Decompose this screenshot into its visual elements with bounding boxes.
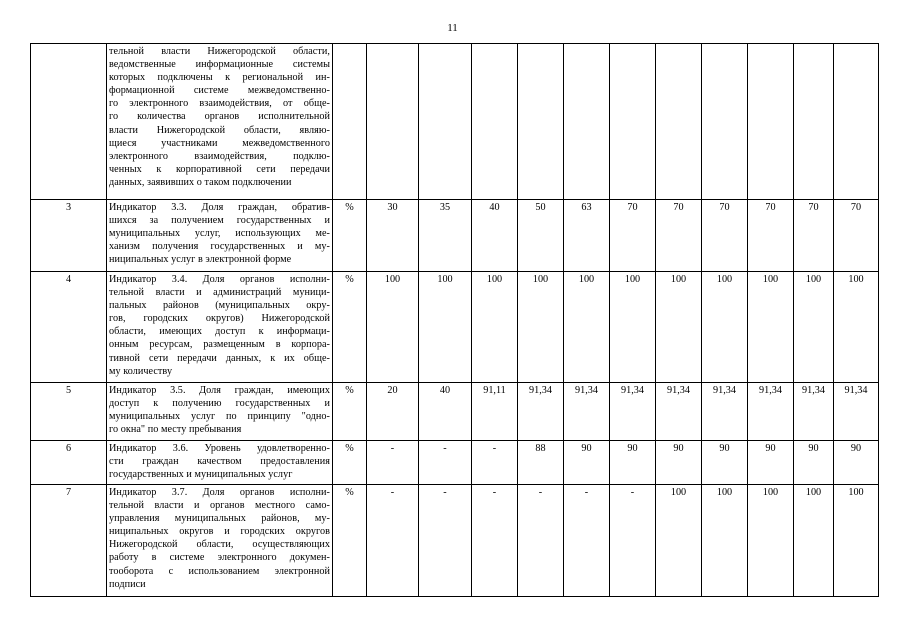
value-cell: 70: [834, 200, 879, 272]
value-cell: -: [518, 485, 564, 597]
value-cell: 100: [518, 272, 564, 383]
value-cell: 70: [748, 200, 794, 272]
description-line: доступ к получению государственных и: [109, 398, 330, 410]
description-line: го количества органов исполнительной: [109, 111, 330, 123]
value-cell: 100: [794, 485, 834, 597]
value-cell: 90: [656, 441, 702, 485]
value-cell: 90: [794, 441, 834, 485]
description-line: гов, городских округов) Нижегородской: [109, 313, 330, 325]
value-cell: [834, 44, 879, 200]
value-cell: [472, 44, 518, 200]
description-line: области, имеющих доступ к информаци-: [109, 326, 330, 338]
table-row: [31, 485, 879, 597]
value-cell: 100: [610, 272, 656, 383]
value-cell: 100: [794, 272, 834, 383]
value-cell: 70: [794, 200, 834, 272]
value-cell: -: [367, 441, 419, 485]
value-cell: 70: [702, 200, 748, 272]
table-row: [31, 200, 879, 272]
description-line: формационной системе межведомственно-: [109, 85, 330, 97]
indicator-description-cell: [107, 485, 333, 597]
value-cell: 100: [656, 485, 702, 597]
value-cell: 90: [748, 441, 794, 485]
value-cell: 100: [702, 485, 748, 597]
description-line: шихся за получением государственных и: [109, 215, 330, 227]
table-row: [31, 272, 879, 383]
value-cell: 91,11: [472, 383, 518, 441]
description-line: муниципальных услуг по принципу "одно-: [109, 411, 330, 423]
description-line: онным ресурсам, размещенным в корпора-: [109, 339, 330, 351]
table-row: [31, 44, 879, 200]
value-cell: [518, 44, 564, 200]
description-line: подписи: [109, 578, 146, 590]
value-cell: -: [472, 485, 518, 597]
value-cell: 91,34: [656, 383, 702, 441]
description-line: Нижегородской области, осуществляющих: [109, 539, 330, 551]
description-line: Индикатор 3.3. Доля граждан, обратив-: [109, 202, 330, 213]
value-cell: [794, 44, 834, 200]
value-cell: 100: [564, 272, 610, 383]
description-line: го окна" по месту пребывания: [109, 424, 242, 436]
description-line: муниципальных услуг, использующих ме-: [109, 228, 330, 240]
row-number-cell: 6: [31, 441, 107, 485]
value-cell: [419, 44, 472, 200]
value-cell: -: [610, 485, 656, 597]
description-line: ченных к корпоративной сети передачи: [109, 163, 330, 175]
value-cell: 90: [564, 441, 610, 485]
page-number: 11: [447, 22, 458, 34]
value-cell: 20: [367, 383, 419, 441]
description-line: ведомственные информационные системы: [109, 59, 330, 71]
row-number-cell: 7: [31, 485, 107, 597]
value-cell: 88: [518, 441, 564, 485]
value-cell: 100: [834, 485, 879, 597]
value-cell: [748, 44, 794, 200]
description-line: ниципальных округов и городских округов: [109, 526, 330, 538]
value-cell: 100: [419, 272, 472, 383]
unit-cell: %: [333, 200, 367, 272]
description-line: работу в системе электронного докумен-: [109, 552, 330, 564]
indicator-description-cell: [107, 200, 333, 272]
value-cell: 63: [564, 200, 610, 272]
value-cell: -: [419, 485, 472, 597]
value-cell: 100: [748, 485, 794, 597]
description-line: тивной сети передачи данных, к их обще-: [109, 352, 330, 364]
value-cell: 91,34: [564, 383, 610, 441]
value-cell: [367, 44, 419, 200]
value-cell: 91,34: [610, 383, 656, 441]
value-cell: -: [564, 485, 610, 597]
value-cell: [702, 44, 748, 200]
description-line: тельной власти Нижегородской области,: [109, 46, 330, 57]
description-line: сти граждан качеством предоставления: [109, 456, 330, 468]
value-cell: 100: [702, 272, 748, 383]
table-row: [31, 383, 879, 441]
description-line: ниципальных услуг в электронной форме: [109, 254, 292, 266]
value-cell: 91,34: [794, 383, 834, 441]
description-line: Индикатор 3.5. Доля граждан, имеющих: [109, 385, 330, 396]
description-line: тооборота с использованием электронной: [109, 565, 330, 577]
row-number-cell: 4: [31, 272, 107, 383]
row-number-cell: [31, 44, 107, 200]
description-line: му количеству: [109, 365, 173, 377]
value-cell: 40: [472, 200, 518, 272]
description-line: данных, заявивших о таком подключении: [109, 176, 292, 188]
value-cell: 91,34: [702, 383, 748, 441]
value-cell: 30: [367, 200, 419, 272]
indicators-table: [30, 43, 879, 597]
value-cell: [656, 44, 702, 200]
description-line: пальных районов (муниципальных окру-: [109, 300, 330, 312]
description-line: государственных и муниципальных услуг: [109, 469, 293, 481]
value-cell: 91,34: [518, 383, 564, 441]
description-line: Индикатор 3.4. Доля органов исполни-: [109, 274, 330, 285]
description-line: го электронного взаимодействия, от обще-: [109, 98, 330, 110]
value-cell: -: [367, 485, 419, 597]
description-line: ханизм получения государственных и му-: [109, 241, 330, 253]
value-cell: 100: [748, 272, 794, 383]
unit-cell: %: [333, 272, 367, 383]
value-cell: 50: [518, 200, 564, 272]
description-line: тельной власти и органов местного само-: [109, 500, 330, 512]
row-number-cell: 3: [31, 200, 107, 272]
value-cell: 100: [472, 272, 518, 383]
value-cell: 100: [367, 272, 419, 383]
table-row: [31, 441, 879, 485]
value-cell: 90: [702, 441, 748, 485]
value-cell: 100: [834, 272, 879, 383]
value-cell: 70: [610, 200, 656, 272]
description-line: власти Нижегородской области, являю-: [109, 124, 330, 136]
description-line: электронного взаимодействия, подклю-: [109, 150, 330, 162]
indicator-description-cell: [107, 272, 333, 383]
unit-cell: %: [333, 383, 367, 441]
unit-cell: %: [333, 441, 367, 485]
description-line: щиеся участниками межведомственного: [109, 137, 330, 149]
value-cell: 90: [610, 441, 656, 485]
unit-cell: %: [333, 485, 367, 597]
value-cell: 40: [419, 383, 472, 441]
value-cell: 90: [834, 441, 879, 485]
value-cell: 91,34: [834, 383, 879, 441]
value-cell: -: [472, 441, 518, 485]
description-line: которых подключены к региональной ин-: [109, 72, 330, 84]
description-line: Индикатор 3.6. Уровень удовлетворенно-: [109, 443, 330, 454]
value-cell: 91,34: [748, 383, 794, 441]
value-cell: 35: [419, 200, 472, 272]
value-cell: 70: [656, 200, 702, 272]
value-cell: [564, 44, 610, 200]
value-cell: -: [419, 441, 472, 485]
value-cell: 100: [656, 272, 702, 383]
table-body: [31, 44, 879, 597]
description-line: Индикатор 3.7. Доля органов исполни-: [109, 487, 330, 498]
indicator-description-cell: [107, 383, 333, 441]
description-line: тельной власти и администраций муници-: [109, 287, 330, 299]
indicator-description-cell: [107, 44, 333, 200]
value-cell: [610, 44, 656, 200]
description-line: управления муниципальных районов, му-: [109, 513, 330, 525]
indicator-description-cell: [107, 441, 333, 485]
unit-cell: [333, 44, 367, 200]
row-number-cell: 5: [31, 383, 107, 441]
